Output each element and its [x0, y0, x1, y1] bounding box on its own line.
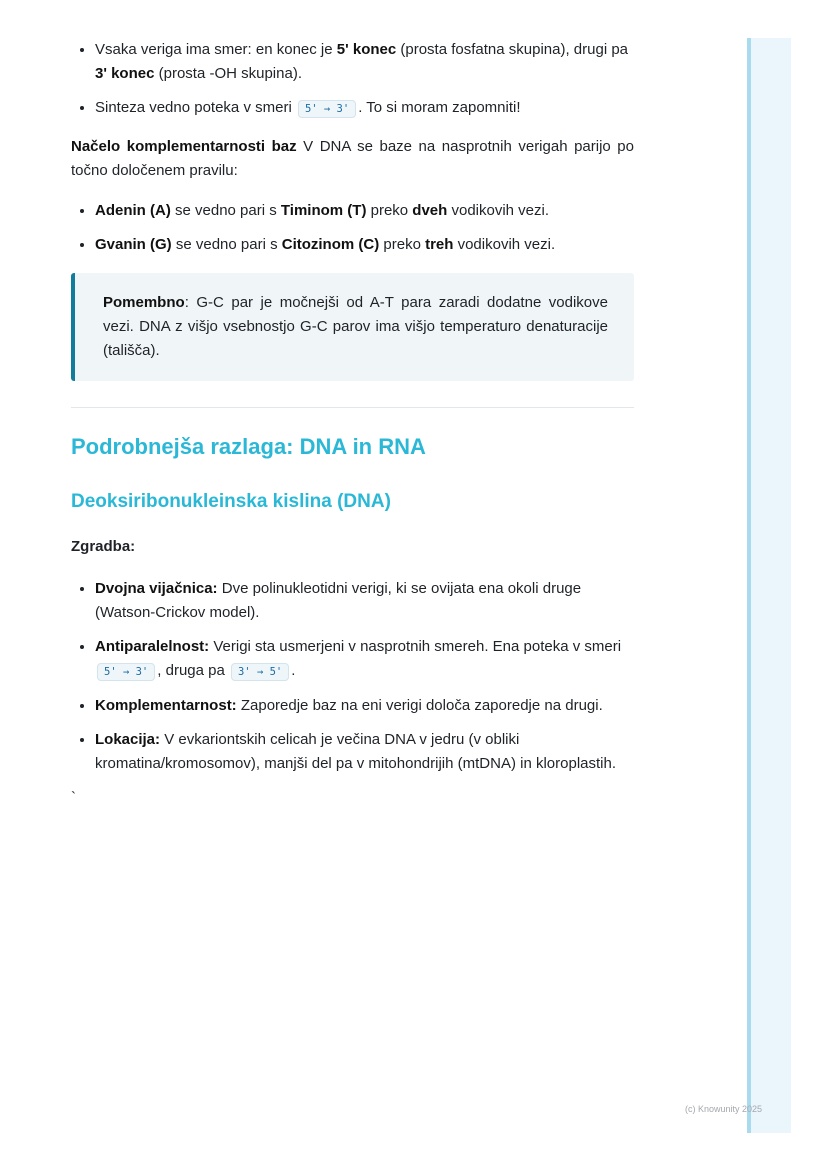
text: Dve polinukleotidni verigi, ki se ovijata ena okoli druge (Watson-Crickov model).: [95, 580, 582, 621]
text: vodikovih vezi.: [453, 236, 556, 253]
list-item: [95, 199, 634, 223]
text: (prosta -OH skupina).: [154, 65, 302, 82]
text: V evkariontskih celicah je večina DNA v jedru (v obliki kromatina/kromosomov), manjši del pa v mitohondrijih (mtDNA) in kloroplastih.: [95, 731, 617, 772]
text: se vedno pari s: [171, 236, 282, 253]
list-item: [95, 577, 634, 625]
side-panel: [747, 38, 791, 1133]
list-item: [95, 728, 634, 776]
inline-code: 5' → 3': [298, 100, 356, 118]
bold-term: dveh: [412, 202, 448, 219]
stray-mark: `: [71, 789, 76, 806]
text: Vsaka veriga ima smer: en konec je: [95, 41, 337, 58]
text: .: [291, 662, 296, 679]
bold-term: Lokacija:: [95, 731, 161, 748]
text: preko: [366, 202, 413, 219]
bold-term: Gvanin (G): [95, 236, 172, 253]
bold-term: Citozinom (C): [281, 236, 380, 253]
bold-term: 3' konec: [95, 65, 155, 82]
bold-term: Adenin (A): [95, 202, 171, 219]
divider: [71, 407, 634, 408]
base-pair-list: [71, 199, 634, 257]
text: . To si moram zapomniti!: [358, 99, 521, 116]
footer-copyright: (c) Knowunity 2025: [685, 1104, 763, 1114]
principle-title: Načelo komplementarnosti baz: [71, 138, 297, 155]
structure-label: Zgradba:: [71, 538, 136, 555]
bold-term: Dvojna vijačnica:: [95, 580, 218, 597]
text: vodikovih vezi.: [447, 202, 550, 219]
bold-term: Timinom (T): [280, 202, 367, 219]
inline-code: 5' → 3': [97, 663, 155, 681]
structure-list: [71, 577, 634, 776]
list-item: [95, 635, 634, 684]
list-item: [95, 233, 634, 257]
bold-term: treh: [425, 236, 454, 253]
inline-code: 3' → 5': [231, 663, 289, 681]
text: (prosta fosfatna skupina), drugi pa: [396, 41, 629, 58]
section-title: Podrobnejša razlaga: DNA in RNA: [71, 434, 426, 459]
text: Zaporedje baz na eni verigi določa zaporedje na drugi.: [236, 697, 603, 714]
text: Sinteza vedno poteka v smeri: [95, 99, 296, 116]
note-label: Pomembno: [103, 294, 185, 311]
subsection-title: Deoksiribonukleinska kislina (DNA): [71, 491, 391, 512]
text: preko: [379, 236, 426, 253]
bold-term: 5' konec: [336, 41, 397, 58]
list-item: [95, 96, 634, 121]
document-content: [71, 38, 634, 810]
list-item: [95, 694, 634, 718]
principle-paragraph: [71, 135, 634, 183]
bold-term: Komplementarnost:: [95, 697, 237, 714]
text: se vedno pari s: [170, 202, 281, 219]
text: , druga pa: [157, 662, 229, 679]
note-text: : G-C par je močnejši od A-T para zaradi dodatne vodikove vezi. DNA z višjo vsebnostjo G-C parov ima višjo temperaturo denaturacije (tališča).: [103, 294, 608, 359]
text: Verigi sta usmerjeni v nasprotnih smereh. Ena poteka v smeri: [209, 638, 622, 655]
bold-term: Antiparalelnost:: [95, 638, 210, 655]
direction-list: [71, 38, 634, 121]
text: V DNA se baze na nasprotnih verigah parijo po točno določenem pravilu:: [71, 138, 634, 179]
important-note: [71, 273, 634, 381]
list-item: [95, 38, 634, 86]
